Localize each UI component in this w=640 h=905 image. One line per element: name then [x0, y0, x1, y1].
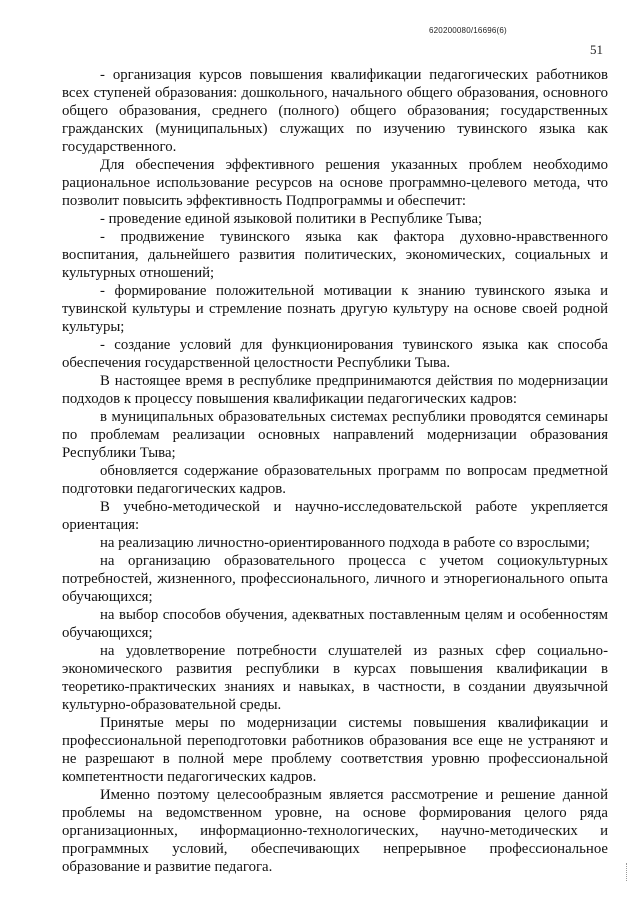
paragraph: - организация курсов повышения квалификации педагогических работников всех ступеней образования: дошкольного, начального общего образования, основного общего образования, среднего (полного) общего образования; государственных гражданских (муниципальных) служащих по изучению тувинского языка как государственного. [62, 67, 608, 155]
paragraph: - проведение единой языковой политики в Республике Тыва; [100, 211, 483, 227]
paragraph: обновляется содержание образовательных программ по вопросам предметной подготовки педагогических кадров. [62, 463, 608, 497]
document-id: 620200080/16696(6) [429, 26, 507, 35]
paragraph: - формирование положительной мотивации к знанию тувинского языка и тувинской культуры и стремление познать другую культуру на основе своей родной культуры; [62, 283, 608, 335]
paragraph: В настоящее время в республике предпринимаются действия по модернизации подходов к процессу повышения квалификации педагогических кадров: [62, 373, 608, 407]
paragraph: на выбор способов обучения, адекватных поставленным целям и особенностям обучающихся; [62, 607, 608, 641]
paragraph: Принятые меры по модернизации системы повышения квалификации и профессиональной переподготовки работников образования все еще не устраняют и не разрешают в полной мере проблему соответствия уровню профессиональной компетентности педагогических кадров. [62, 715, 608, 785]
paragraph: В учебно-методической и научно-исследовательской работе укрепляется ориентация: [62, 499, 608, 533]
paragraph: Для обеспечения эффективного решения указанных проблем необходимо рациональное использование ресурсов на основе программно-целевого метода, что позволит повысить эффективность Подпрограммы и обеспечит: [62, 157, 608, 209]
page-number: 51 [590, 42, 603, 57]
paragraph: Именно поэтому целесообразным является рассмотрение и решение данной проблемы на ведомственном уровне, на основе формирования целого ряда организационных, информационно-технологических, научно-методических и программных условий, обеспечивающих непрерывное профессиональное образование и развитие педагога. [62, 787, 608, 875]
paragraph: на удовлетворение потребности слушателей из разных сфер социально-экономического развития республики в курсах повышения квалификации в теоретико-практических знаниях и навыках, в частности, в создании двуязычной культурно-образовательной среды. [62, 643, 608, 713]
paragraph: в муниципальных образовательных системах республики проводятся семинары по проблемам реализации основных направлений модернизации образования Республики Тыва; [62, 409, 608, 461]
paragraph: на реализацию личностно-ориентированного подхода в работе со взрослыми; [100, 535, 590, 551]
paragraph: - продвижение тувинского языка как фактора духовно-нравственного воспитания, дальнейшего развития политических, экономических, социальных и культурных отношений; [62, 229, 608, 281]
paragraph: - создание условий для функционирования тувинского языка как способа обеспечения государственной целостности Республики Тыва. [62, 337, 608, 371]
paragraph: на организацию образовательного процесса с учетом социокультурных потребностей, жизненного, профессионального, личного и этнорегионального опыта обучающихся; [62, 553, 608, 605]
body-text [62, 66, 608, 876]
scan-edge-mark [626, 863, 632, 881]
